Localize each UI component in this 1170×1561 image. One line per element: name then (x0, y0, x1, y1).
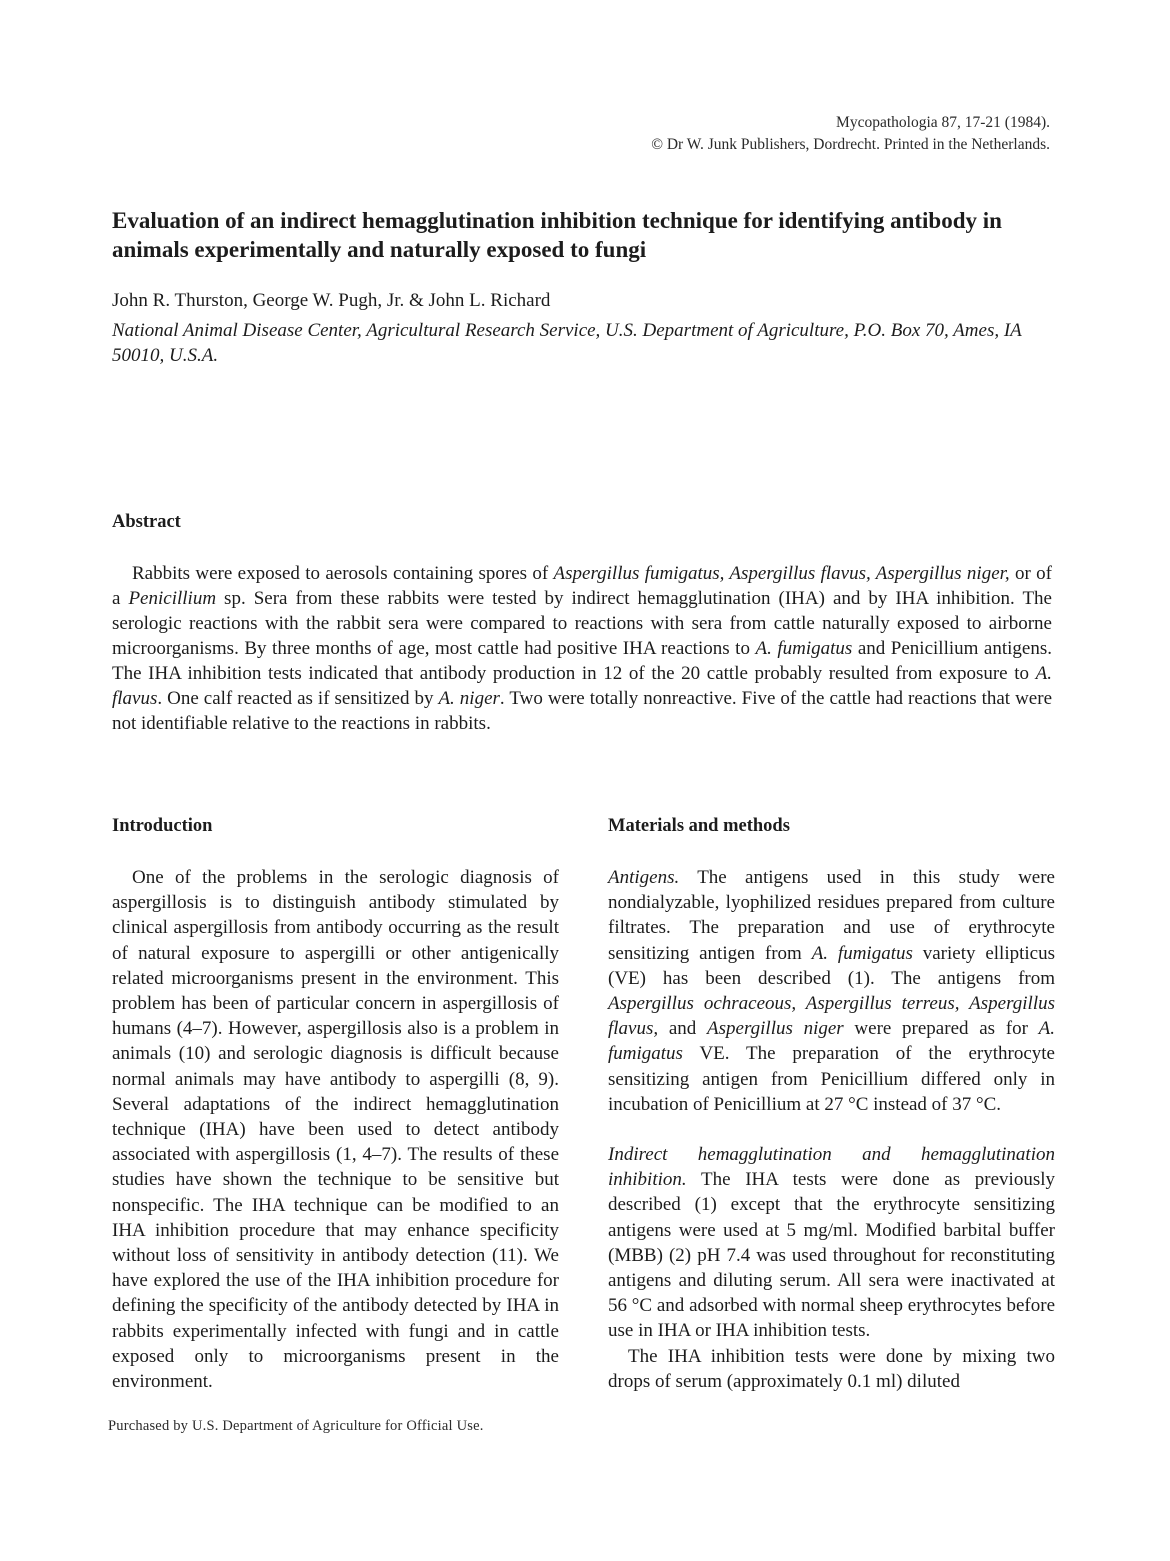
journal-citation: Mycopathologia 87, 17-21 (1984). (836, 114, 1050, 131)
iha-paragraph: Indirect hemagglutination and hemagglutination inhibition. The IHA tests were done as previously described (1) except that the erythrocyte sensitizing antigens were used at 5 mg/ml. Modified barbital buffer (MBB) (2) pH 7.4 was used throughout for reconstituting antigens and diluting serum. All sera were inactivated at 56 °C and adsorbed with normal sheep erythrocytes before use in IHA or IHA inhibition tests. (608, 1144, 1055, 1342)
affiliation: National Animal Disease Center, Agricultural Research Service, U.S. Department of Agriculture, P.O. Box 70, Ames, IA 50010, U.S.A. (112, 320, 1022, 366)
introduction-paragraph: One of the problems in the serologic diagnosis of aspergillosis is to distinguish antibody stimulated by clinical aspergillosis from antibody occurring as the result of natural exposure to aspergilli or other antigenically related microorganisms present in the environment. This problem has been of particular concern in aspergillosis of humans (4–7). However, aspergillosis also is a problem in animals (10) and serologic diagnosis is difficult because normal animals may have antibody to aspergilli (8, 9). Several adaptations of the indirect hemagglutination technique (IHA) have been used to detect antibody associated with aspergillosis (1, 4–7). The results of these studies have shown the technique to be sensitive but nonspecific. The IHA technique can be modified to an IHA inhibition procedure that may enhance specificity without loss of sensitivity in antibody detection (11). We have explored the use of the IHA inhibition procedure for defining the specificity of the antibody detected by IHA in rabbits experimentally infected with fungi and in cattle exposed only to microorganisms present in the environment. (112, 867, 559, 1393)
methods-column (608, 865, 1055, 1394)
introduction-column (112, 865, 559, 1394)
publisher-line: © Dr W. Junk Publishers, Dordrecht. Printed in the Netherlands. (651, 136, 1050, 153)
article-title: Evaluation of an indirect hemagglutination inhibition technique for identifying antibody in animals experimentally and naturally exposed to fungi (112, 208, 1002, 262)
antigens-paragraph: Antigens. The antigens used in this study were nondialyzable, lyophilized residues prepared from culture filtrates. The preparation and use of erythrocyte sensitizing antigen from A. fumigatus variety ellipticus (VE) has been described (1). The antigens from Aspergillus ochraceous, Aspergillus terreus, Aspergillus flavus, and Aspergillus niger were prepared as for A. fumigatus VE. The preparation of the erythrocyte sensitizing antigen from Penicillium differed only in incubation of Penicillium at 27 °C instead of 37 °C. (608, 867, 1055, 1115)
introduction-heading: Introduction (112, 816, 213, 836)
footnote: Purchased by U.S. Department of Agriculture for Official Use. (108, 1418, 484, 1434)
inhibition-paragraph: The IHA inhibition tests were done by mixing two drops of serum (approximately 0.1 ml) diluted (608, 1345, 1055, 1392)
abstract-paragraph: Rabbits were exposed to aerosols containing spores of Aspergillus fumigatus, Aspergillus flavus, Aspergillus niger, or of a Penicillium sp. Sera from these rabbits were tested by indirect hemagglutination (IHA) and by IHA inhibition. The serologic reactions with the rabbit sera were compared to reactions with sera from cattle naturally exposed to airborne microorganisms. By three months of age, most cattle had positive IHA reactions to A. fumigatus and Penicillium antigens. The IHA inhibition tests indicated that antibody production in 12 of the 20 cattle probably resulted from exposure to A. flavus. One calf reacted as if sensitized by A. niger. Two were totally nonreactive. Five of the cattle had reactions that were not identifiable relative to the reactions in rabbits. (112, 563, 1053, 734)
abstract-body (112, 561, 1052, 736)
abstract-heading: Abstract (112, 512, 181, 532)
journal-header (651, 112, 1050, 156)
methods-heading: Materials and methods (608, 816, 790, 836)
author-list: John R. Thurston, George W. Pugh, Jr. & John L. Richard (112, 290, 551, 311)
